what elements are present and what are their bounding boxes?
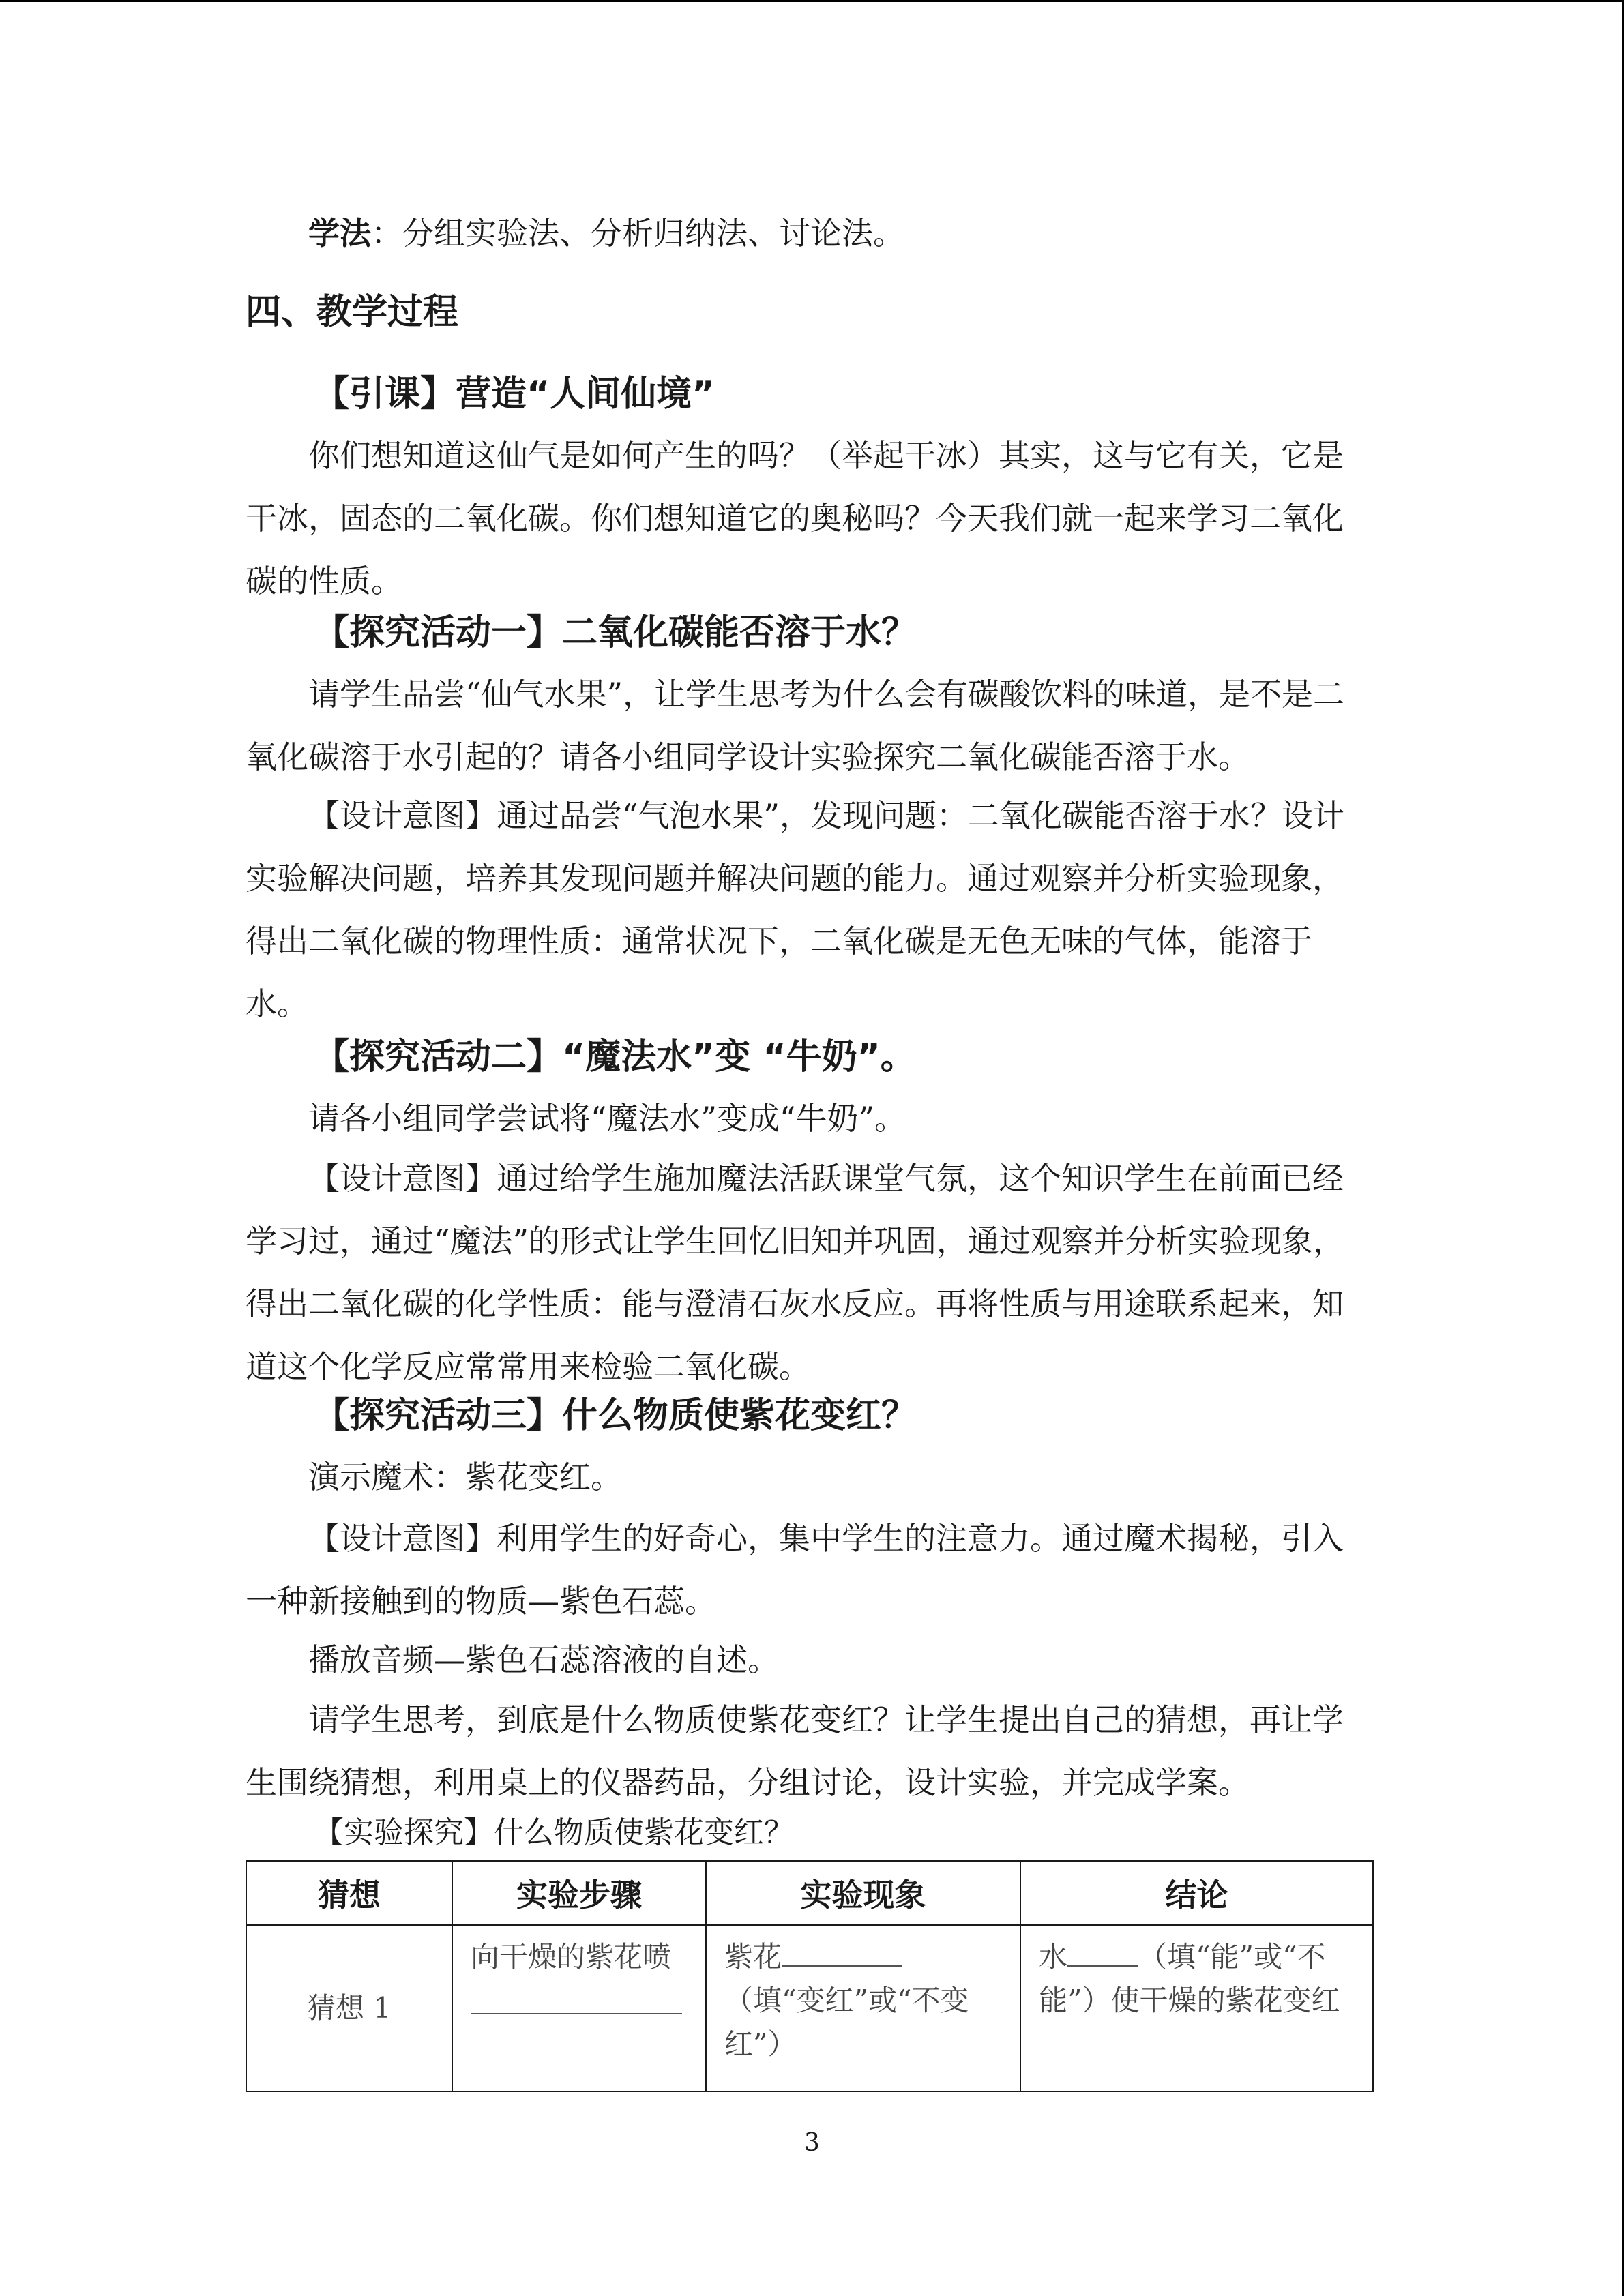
activity3-audio: 播放音频—紫色石蕊溶液的自述。 xyxy=(308,1641,779,1678)
activity2-heading: 【探究活动二】“魔法水”变 “牛奶”。 xyxy=(314,1037,916,1077)
table-header-cell: 实验步骤 xyxy=(452,1861,706,1925)
step-cell xyxy=(452,1925,706,2091)
phenomenon-cell xyxy=(706,1925,1020,2091)
activity3-design-intent: 【设计意图】利用学生的好奇心，集中学生的注意力。通过魔术揭秘，引入一种新接触到的物质—紫色石蕊。 xyxy=(246,1520,1344,1620)
conclusion-answer-blank[interactable] xyxy=(1067,1937,1138,1967)
phenomenon-prefix: 紫花 xyxy=(724,1940,782,1973)
table-row xyxy=(246,1925,1373,2091)
intro-heading: 【引课】营造“人间仙境” xyxy=(314,374,715,415)
intro-paragraph: 你们想知道这仙气是如何产生的吗？（举起干冰）其实，这与它有关，它是干冰，固态的二氧化碳。你们想知道它的奥秘吗？今天我们就一起来学习二氧化碳的性质。 xyxy=(246,437,1344,599)
activity1-design-intent: 【设计意图】通过品尝“气泡水果”，发现问题：二氧化碳能否溶于水？设计实验解决问题，培养其发现问题并解决问题的能力。通过观察并分析实验现象，得出二氧化碳的物理性质：通常状况下，二氧化碳是无色无味的气体，能溶于水。 xyxy=(246,797,1345,1022)
experiment-table xyxy=(246,1860,1374,2092)
table-header-cell: 猜想 xyxy=(246,1861,452,1925)
section-heading: 四、教学过程 xyxy=(246,292,459,333)
activity2-design-intent: 【设计意图】通过给学生施加魔法活跃课堂气氛，这个知识学生在前面已经学习过，通过“魔法”的形式让学生回忆旧知并巩固，通过观察并分析实验现象，得出二氧化碳的化学性质：能与澄清石灰水反应。再将性质与用途联系起来，知道这个化学反应常常用来检验二氧化碳。 xyxy=(246,1160,1345,1385)
page-number: 3 xyxy=(804,2129,820,2157)
step-answer-blank[interactable] xyxy=(471,2013,682,2014)
phenomenon-suffix: （填“变红”或“不变红”） xyxy=(724,1984,969,2061)
page-top-border xyxy=(0,0,1624,2)
activity2-paragraph: 请各小组同学尝试将“魔法水”变成“牛奶”。 xyxy=(308,1100,906,1137)
step-text: 向干燥的紫花喷 xyxy=(471,1940,672,1973)
study-method-paragraph xyxy=(246,202,1372,265)
experiment-caption: 【实验探究】什么物质使紫花变红？ xyxy=(314,1815,794,1850)
activity1-paragraph: 请学生品尝“仙气水果”，让学生思考为什么会有碳酸饮料的味道，是不是二氧化碳溶于水引起的？请各小组同学设计实验探究二氧化碳能否溶于水。 xyxy=(246,676,1345,775)
table-header-row xyxy=(246,1861,1373,1925)
conclusion-suffix: （填“能”或“不能”）使干燥的紫花变红 xyxy=(1039,1940,1340,2017)
table-header-cell: 实验现象 xyxy=(706,1861,1020,1925)
activity3-demo: 演示魔术：紫花变红。 xyxy=(308,1459,622,1495)
conclusion-cell xyxy=(1020,1925,1373,2091)
activity3-paragraph: 请学生思考，到底是什么物质使紫花变红？让学生提出自己的猜想，再让学生围绕猜想，利用桌上的仪器药品，分组讨论，设计实验，并完成学案。 xyxy=(246,1701,1344,1801)
phenomenon-answer-blank[interactable] xyxy=(782,1937,902,1967)
study-method-text: ：分组实验法、分析归纳法、讨论法。 xyxy=(371,215,904,252)
table-header-cell: 结论 xyxy=(1020,1861,1373,1925)
activity1-heading: 【探究活动一】二氧化碳能否溶于水？ xyxy=(314,612,917,653)
study-method-label: 学法 xyxy=(308,215,371,252)
guess-cell: 猜想 1 xyxy=(246,1925,452,2091)
activity3-heading: 【探究活动三】什么物质使紫花变红？ xyxy=(314,1395,917,1436)
conclusion-prefix: 水 xyxy=(1039,1940,1068,1973)
